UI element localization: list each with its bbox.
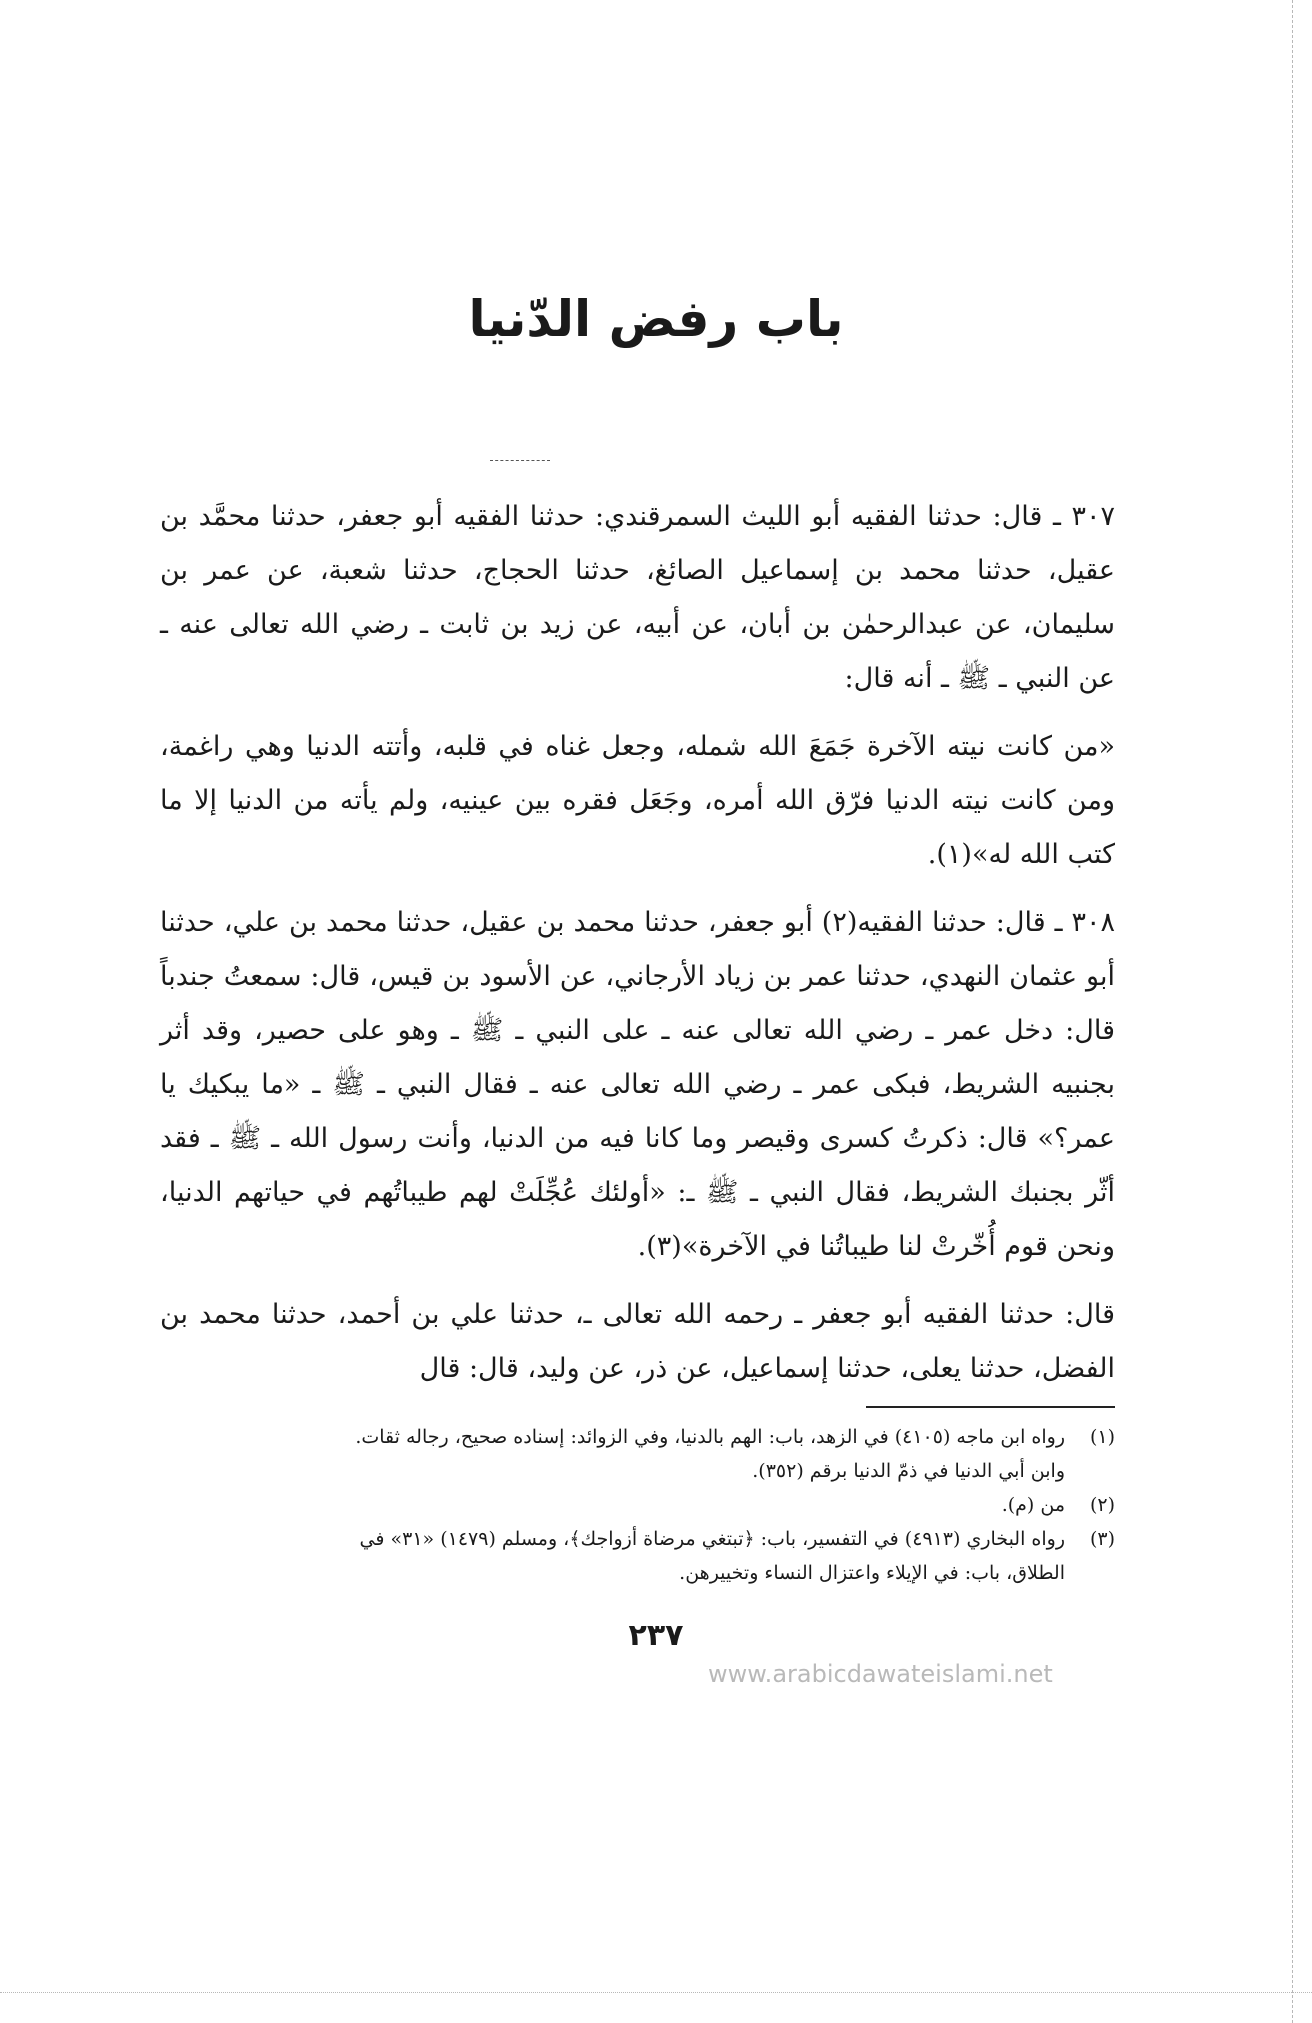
paragraph-hadith-308: ٣٠٨ ـ قال: حدثنا الفقيه(٢) أبو جعفر، حدثنا محمد بن عقيل، حدثنا محمد بن علي، حدثنا أبو عثمان النهدي، حدثنا عمر بن زياد الأرجاني، عن الأسود بن قيس، قال: سمعتُ جندباً قال: دخل عمر ـ رضي الله تعالى عنه ـ على النبي ـ ﷺ ـ وهو على حصير، وقد أثر بجنبيه الشريط، فبكى عمر ـ رضي الله تعالى عنه ـ فقال النبي ـ ﷺ ـ «ما يبكيك يا عمر؟» قال: ذكرتُ كسرى وقيصر وما كانا فيه من الدنيا، وأنت رسول الله ـ ﷺ ـ فقد أثّر بجنبك الشريط، فقال النبي ـ ﷺ ـ: «أولئك عُجِّلَتْ لهم طيباتُهم في حياتهم الدنيا، ونحن قوم أُخّرتْ لنا طيباتُنا في الآخرة»(٣). xyxy=(160,907,1115,1262)
footnote-number: (٣) xyxy=(1089,1528,1115,1550)
paragraph-hadith-307-text: «من كانت نيته الآخرة جَمَعَ الله شمله، وجعل غناه في قلبه، وأتته الدنيا وهي راغمة، ومن كانت نيته الدنيا فرّق الله أمره، وجَعَل فقره بين عينيه، ولم يأته من الدنيا إلا ما كتب الله له»(١). xyxy=(160,731,1115,870)
scan-edge-bottom xyxy=(0,1992,1312,1993)
watermark-url: www.arabicdawateislami.net xyxy=(708,1660,1053,1688)
footnote-number: (١) xyxy=(1089,1426,1115,1448)
footnote-number: (٢) xyxy=(1089,1494,1115,1516)
paragraph-hadith-307: ٣٠٧ ـ قال: حدثنا الفقيه أبو الليث السمرقندي: حدثنا الفقيه أبو جعفر، حدثنا محمَّد بن عقيل، حدثنا محمد بن إسماعيل الصائغ، حدثنا الحجاج، حدثنا شعبة، عن عمر بن سليمان، عن عبدالرحمٰن بن أبان، عن أبيه، عن زيد بن ثابت ـ رضي الله تعالى عنه ـ عن النبي ـ ﷺ ـ أنه قال: xyxy=(160,501,1115,694)
footnote-separator xyxy=(866,1406,1115,1408)
footnote-3-continuation: الطلاق، باب: في الإيلاء واعتزال النساء وتخييرهن. xyxy=(679,1562,1065,1584)
paragraph-continuation: قال: حدثنا الفقيه أبو جعفر ـ رحمه الله تعالى ـ، حدثنا علي بن أحمد، حدثنا محمد بن الفضل، حدثنا يعلى، حدثنا إسماعيل، عن ذر، عن وليد، قال: قال xyxy=(160,1299,1115,1384)
page-number: ٢٣٧ xyxy=(628,1618,684,1653)
footnote-text: رواه البخاري (٤٩١٣) في التفسير، باب: ﴿تبتغي مرضاة أزواجك﴾، ومسلم (١٤٧٩) «٣١» في xyxy=(359,1528,1065,1550)
footnote-1-continuation: وابن أبي الدنيا في ذمّ الدنيا برقم (٣٥٢). xyxy=(752,1460,1065,1482)
footnotes xyxy=(160,1420,1115,1590)
title-divider xyxy=(490,460,550,461)
footnote-3 xyxy=(160,1522,1115,1556)
footnote-text: من (م). xyxy=(1001,1494,1065,1516)
footnote-1 xyxy=(160,1420,1115,1454)
footnote-text: رواه ابن ماجه (٤١٠٥) في الزهد، باب: الهم بالدنيا، وفي الزوائد: إسناده صحيح، رجاله ثقات. xyxy=(355,1426,1065,1448)
footnote-2 xyxy=(160,1488,1115,1522)
body-text xyxy=(160,490,1115,1410)
chapter-title: باب رفض الدّنيا xyxy=(468,290,844,348)
